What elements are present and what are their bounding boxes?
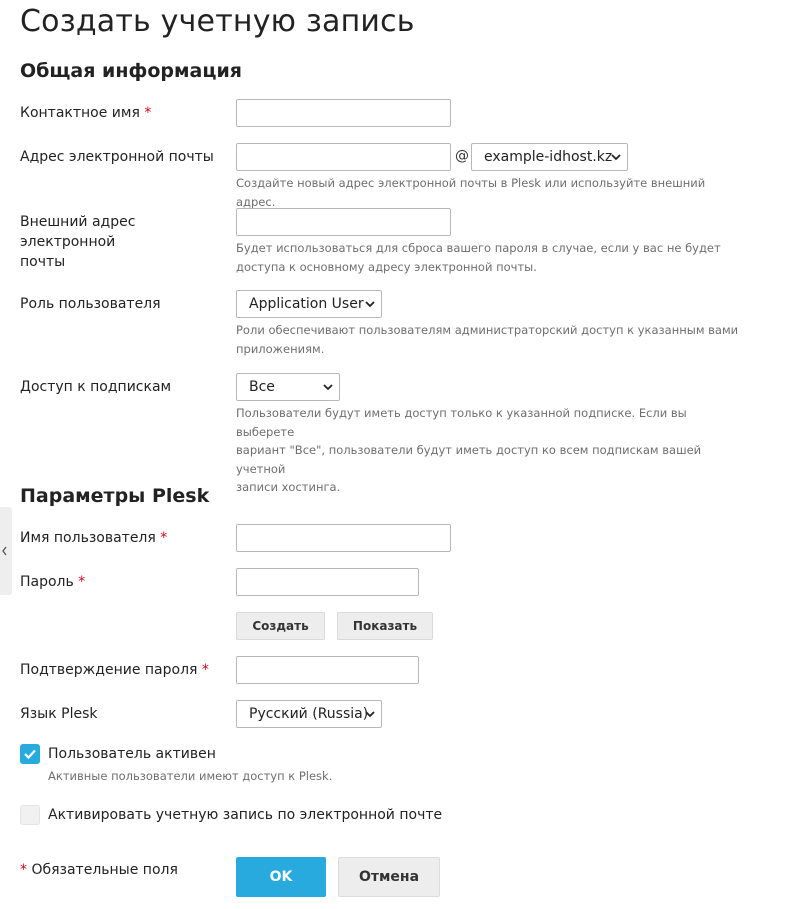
password-label-text: Пароль (20, 574, 74, 590)
username-label (20, 528, 225, 548)
external-email-hint-line2: доступа к основному адресу электронной почты. (236, 259, 537, 274)
subscriptions-label: Доступ к подпискам (20, 379, 172, 395)
sidebar-toggle[interactable] (0, 507, 12, 595)
required-fields-note-text: Обязательные поля (31, 862, 178, 878)
password-confirm-label (20, 660, 225, 680)
language-label: Язык Plesk (20, 706, 98, 722)
password-input[interactable] (236, 568, 419, 596)
chevron-down-icon (611, 152, 621, 162)
email-input[interactable] (236, 143, 451, 171)
required-mark: * (144, 105, 152, 121)
role-hint-line1: Роли обеспечивают пользователям администраторский доступ к указанным вами (236, 323, 739, 337)
language-value: Русский (Russia) (249, 706, 369, 722)
chevron-down-icon (323, 382, 333, 392)
subscriptions-select[interactable] (236, 373, 340, 401)
subscriptions-hint-line3: записи хостинга. (236, 480, 341, 494)
active-hint: Активные пользователи имеют доступ к Plesk. (48, 769, 333, 783)
external-email-hint-line1: Будет использоваться для сброса вашего пароля в случае, если у вас не будет (236, 241, 721, 255)
email-domain-select[interactable] (471, 143, 628, 171)
external-email-label-line2: почты (20, 254, 66, 270)
section-title-plesk: Параметры Plesk (20, 485, 210, 507)
required-fields-note (20, 862, 178, 878)
generate-password-button[interactable]: Создать (236, 612, 325, 640)
password-confirm-input[interactable] (236, 656, 419, 684)
chevron-left-icon (0, 507, 12, 595)
subscriptions-hint-line2: вариант "Все", пользователи будут иметь доступ ко всем подпискам вашей учетной (236, 443, 702, 476)
page-title: Создать учетную запись (20, 4, 415, 39)
password-label (20, 572, 225, 592)
ok-button[interactable]: OK (236, 857, 326, 897)
required-mark: * (20, 862, 27, 878)
contact-name-label-text: Контактное имя (20, 105, 140, 121)
external-email-hint (236, 239, 741, 276)
role-hint-line2: приложениям. (236, 341, 325, 356)
email-at-sign: @ (455, 148, 469, 164)
password-confirm-label-text: Подтверждение пароля (20, 662, 198, 678)
activate-by-email-checkbox[interactable] (20, 805, 40, 825)
cancel-button[interactable]: Отмена (338, 857, 440, 897)
subscriptions-value: Все (249, 379, 275, 395)
section-title-general: Общая информация (20, 60, 242, 82)
chevron-down-icon (365, 709, 375, 719)
username-input[interactable] (236, 524, 451, 552)
contact-name-label (20, 103, 225, 123)
external-email-label (20, 212, 225, 272)
external-email-label-line1: Внешний адрес электронной (20, 214, 136, 250)
required-mark: * (201, 662, 209, 678)
role-hint (236, 321, 741, 358)
role-label: Роль пользователя (20, 296, 161, 312)
show-password-button[interactable]: Показать (337, 612, 433, 640)
chevron-down-icon (365, 299, 375, 309)
contact-name-input[interactable] (236, 99, 451, 127)
username-label-text: Имя пользователя (20, 530, 156, 546)
email-hint: Создайте новый адрес электронной почты в Plesk или используйте внешний адрес. (236, 176, 706, 209)
activate-by-email-label[interactable]: Активировать учетную запись по электронной почте (48, 807, 443, 823)
email-domain-value: example-idhost.kz (484, 149, 613, 165)
email-label: Адрес электронной почты (20, 149, 214, 165)
required-mark: * (78, 574, 86, 590)
external-email-input[interactable] (236, 208, 451, 236)
role-value: Application User (249, 296, 364, 312)
role-select[interactable] (236, 290, 382, 318)
subscriptions-hint (236, 404, 741, 497)
active-checkbox[interactable] (20, 744, 40, 764)
required-mark: * (160, 530, 168, 546)
subscriptions-hint-line1: Пользователи будут иметь доступ только к указанной подписке. Если вы выберете (236, 406, 687, 439)
active-checkbox-label[interactable]: Пользователь активен (48, 746, 216, 762)
language-select[interactable] (236, 700, 382, 728)
check-icon (20, 744, 40, 764)
